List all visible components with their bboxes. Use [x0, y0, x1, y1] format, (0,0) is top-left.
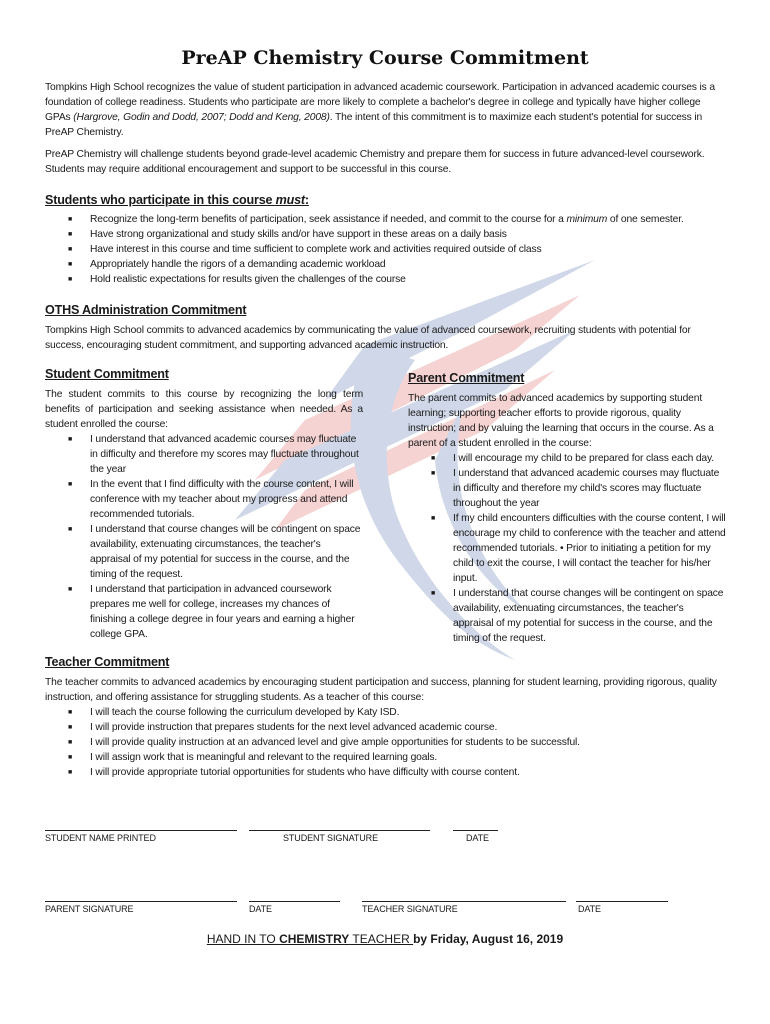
list-item	[68, 257, 730, 272]
list-item-text-end: of one semester.	[607, 214, 684, 225]
list-item	[68, 432, 363, 477]
teacher-signature-label: TEACHER SIGNATURE	[362, 904, 458, 914]
list-item	[431, 451, 726, 466]
square-bullet-icon: ■	[68, 586, 73, 593]
parent-list	[431, 451, 726, 646]
list-item-text: I will encourage my child to be prepared for class each day.	[453, 453, 714, 464]
student-date-label: DATE	[466, 833, 489, 843]
intro-paragraph-2	[45, 147, 725, 177]
square-bullet-icon: ■	[431, 590, 436, 597]
square-bullet-icon: ■	[68, 739, 73, 746]
list-item-emphasis: minimum	[566, 214, 608, 225]
square-bullet-icon: ■	[68, 769, 73, 776]
intro-text-b: . The intent of this commitment is to maximize each student's potential for success in PreAP Chemistry.	[45, 112, 703, 138]
intro-paragraph-2-text: PreAP Chemistry will challenge students beyond grade-level academic Chemistry and prepare them for success in future advanced-level coursework. Students may require additional encouragement and support to be successful in this course.	[45, 149, 705, 175]
intro-citation: (Hargrove, Godin and Dodd, 2007; Dodd and Keng, 2008)	[73, 112, 330, 123]
admin-text-body: Tompkins High School commits to advanced academics by communicating the value of advanced coursework, recruiting students with potential for success, encouraging student commitment, and supporting advanced academic instruction.	[45, 325, 691, 351]
intro-paragraph-1	[45, 80, 725, 140]
list-item-text: I understand that course changes will be contingent on space availability, extenuating circumstances, the teacher's appraisal of my potential for success in the course, and the timing of the request.	[90, 524, 361, 580]
list-item	[68, 272, 730, 287]
list-item-text: Have interest in this course and time sufficient to complete work and activities required outside of class	[90, 244, 542, 255]
student-date-line[interactable]	[453, 830, 498, 831]
list-item-text: If my child encounters difficulties with the course content, I will encourage my child to conference with the teacher and attend recommended tutorials. • Prior to initiating a petition for my child to exit the course, I will contact the teacher for his/her input.	[453, 513, 726, 584]
square-bullet-icon: ■	[431, 515, 436, 522]
list-item	[68, 242, 730, 257]
square-bullet-icon: ■	[68, 436, 73, 443]
parent-signature-label: PARENT SIGNATURE	[45, 904, 134, 914]
admin-heading: OTHS Administration Commitment	[45, 303, 247, 317]
footer-deadline: by Friday, August 16, 2019	[413, 932, 564, 946]
square-bullet-icon: ■	[68, 724, 73, 731]
list-item-text: I understand that advanced academic courses may fluctuate in difficulty and therefore my scores may fluctuate throughout the year	[90, 434, 359, 475]
list-item-text: I understand that course changes will be contingent on space availability, extenuating circumstances, the teacher's appraisal of my potential for success in the course, and the timing of the request.	[453, 588, 724, 644]
square-bullet-icon: ■	[68, 261, 73, 268]
admin-text	[45, 323, 725, 353]
intro-text-a: Tompkins High School recognizes the value of student participation in advanced academic coursework. Participation in advanced academic courses is a foundation of college readiness. Students who participate are more likely to complete a bachelor's degree in college and typically have higher college GPAs	[45, 82, 715, 123]
participate-heading	[45, 193, 309, 207]
list-item	[68, 735, 730, 750]
participate-heading-text: Students who participate in this course	[45, 193, 276, 207]
student-name-line[interactable]	[45, 830, 237, 831]
list-item	[68, 765, 730, 780]
list-item	[68, 522, 363, 582]
participate-heading-must: must	[275, 193, 305, 207]
list-item-text: Appropriately handle the rigors of a demanding academic workload	[90, 259, 386, 270]
parent-date-label: DATE	[249, 904, 272, 914]
list-item	[68, 212, 730, 227]
square-bullet-icon: ■	[68, 276, 73, 283]
list-item-text: Have strong organizational and study skills and/or have support in these areas on a daily basis	[90, 229, 507, 240]
list-item	[431, 586, 726, 646]
list-item-text: Recognize the long-term benefits of participation, seek assistance if needed, and commit to the course for a	[90, 214, 567, 225]
parent-date-line[interactable]	[249, 901, 340, 902]
intro-section	[45, 80, 725, 140]
parent-text: The parent commits to advanced academics by supporting student learning; supporting teacher efforts to provide rigorous, quality instruction; and by valuing the learning that occurs in the course. As a parent of a student enrolled in the course:	[408, 393, 714, 449]
list-item-text: I will teach the course following the curriculum developed by Katy ISD.	[90, 707, 400, 718]
student-name-label: STUDENT NAME PRINTED	[45, 833, 156, 843]
list-item-text: In the event that I find difficulty with the course content, I will conference with my teacher about my progress and attend recommended tutorials.	[90, 479, 354, 520]
list-item	[68, 582, 363, 642]
footer-text-1: HAND IN TO	[206, 932, 280, 946]
list-item	[68, 705, 730, 720]
parent-commitment	[408, 391, 726, 646]
square-bullet-icon: ■	[68, 231, 73, 238]
square-bullet-icon: ■	[68, 709, 73, 716]
square-bullet-icon: ■	[68, 216, 73, 223]
square-bullet-icon: ■	[68, 526, 73, 533]
list-item	[431, 511, 726, 586]
list-item-text: I understand that participation in advanced coursework prepares me well for college, increases my chances of finishing a college degree in four years and earning a higher college GPA.	[90, 584, 355, 640]
list-item-text: I will provide instruction that prepares students for the next level advanced academic course.	[90, 722, 498, 733]
square-bullet-icon: ■	[68, 754, 73, 761]
teacher-list	[68, 705, 730, 780]
list-item-text: I understand that advanced academic courses may fluctuate in difficulty and therefore my child's scores may fluctuate throughout the year	[453, 468, 720, 509]
teacher-date-line[interactable]	[576, 901, 668, 902]
list-item	[68, 750, 730, 765]
footer-text-2: TEACHER	[349, 932, 414, 946]
student-commitment	[45, 387, 363, 642]
list-item	[431, 466, 726, 511]
list-item	[68, 720, 730, 735]
student-signature-line[interactable]	[249, 830, 430, 831]
hand-in-instruction	[0, 932, 770, 946]
teacher-signature-line[interactable]	[362, 901, 566, 902]
parent-heading: Parent Commitment	[408, 371, 525, 385]
teacher-heading: Teacher Commitment	[45, 655, 170, 669]
teacher-text	[45, 675, 725, 705]
teacher-date-label: DATE	[578, 904, 601, 914]
list-item	[68, 477, 363, 522]
list-item-text: I will assign work that is meaningful and relevant to the required learning goals.	[90, 752, 438, 763]
square-bullet-icon: ■	[68, 481, 73, 488]
student-heading: Student Commitment	[45, 367, 169, 381]
parent-signature-line[interactable]	[45, 901, 237, 902]
list-item	[68, 227, 730, 242]
student-text: The student commits to this course by recognizing the long term benefits of participation and seeking assistance when needed. As a student enrolled the course:	[45, 389, 363, 430]
student-signature-label: STUDENT SIGNATURE	[283, 833, 378, 843]
participate-list	[68, 212, 730, 287]
list-item-text: I will provide appropriate tutorial opportunities for students who have difficulty with course content.	[90, 767, 520, 778]
teacher-text-body: The teacher commits to advanced academics by encouraging student participation and success, planning for student learning, providing rigorous, quality instruction, and offering assistance for struggling students. As a teacher of this course:	[45, 677, 717, 703]
list-item-text: I will provide quality instruction at an advanced level and give ample opportunities for students to be successful.	[90, 737, 580, 748]
square-bullet-icon: ■	[68, 246, 73, 253]
square-bullet-icon: ■	[431, 470, 436, 477]
participate-heading-colon: :	[304, 193, 309, 207]
square-bullet-icon: ■	[431, 455, 436, 462]
footer-subject: CHEMISTRY	[279, 932, 350, 946]
student-list	[68, 432, 363, 642]
list-item-text: Hold realistic expectations for results given the challenges of the course	[90, 274, 406, 285]
page-title: PreAP Chemistry Course Commitment	[181, 47, 589, 69]
